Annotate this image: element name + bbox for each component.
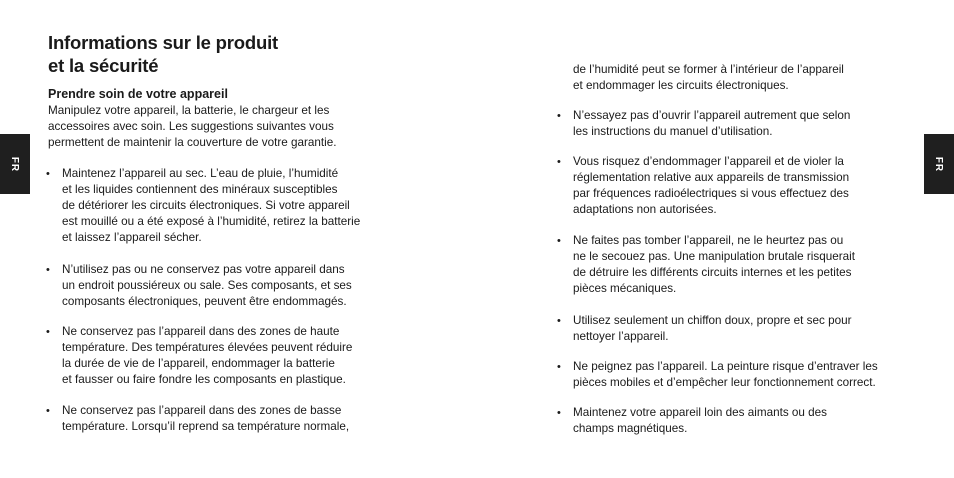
page-title-line-2: et la sécurité bbox=[48, 55, 159, 76]
bullet-line: et fausser ou faire fondre les composants en plastique. bbox=[62, 373, 346, 386]
bullet-line: et les liquides contiennent des minéraux susceptibles bbox=[62, 183, 338, 196]
bullet-line: Ne conservez pas l’appareil dans des zones de haute bbox=[62, 325, 340, 338]
bullet-line: par fréquences radioélectriques si vous effectuez des bbox=[573, 187, 849, 200]
bullet-dot: • bbox=[557, 156, 561, 168]
bullet-line: Ne peignez pas l’appareil. La peinture risque d’entraver les bbox=[573, 360, 878, 373]
bullet-dot: • bbox=[46, 168, 50, 180]
page-title-line-1: Informations sur le produit bbox=[48, 32, 278, 53]
continuation-line: de l’humidité peut se former à l’intérieur de l’appareil bbox=[573, 63, 844, 76]
section-heading: Prendre soin de votre appareil bbox=[48, 87, 228, 101]
bullet-dot: • bbox=[557, 110, 561, 122]
bullet-line: les instructions du manuel d’utilisation. bbox=[573, 125, 773, 138]
language-tab-left bbox=[0, 134, 30, 194]
language-tab-right bbox=[924, 134, 954, 194]
bullet-dot: • bbox=[557, 407, 561, 419]
bullet-line: Utilisez seulement un chiffon doux, propre et sec pour bbox=[573, 314, 852, 327]
right-bullet-6 bbox=[557, 405, 828, 437]
left-bullet-2 bbox=[46, 262, 352, 310]
bullet-line: champs magnétiques. bbox=[573, 422, 688, 435]
right-bullet-2 bbox=[557, 154, 850, 218]
bullet-dot: • bbox=[46, 264, 50, 276]
bullet-line: Maintenez votre appareil loin des aimants ou des bbox=[573, 406, 828, 419]
continuation-line: et endommager les circuits électroniques. bbox=[573, 79, 789, 92]
bullet-line: un endroit poussiéreux ou sale. Ses composants, et ses bbox=[62, 279, 352, 292]
bullet-line: Ne conservez pas l’appareil dans des zones de basse bbox=[62, 404, 342, 417]
right-bullet-1 bbox=[557, 108, 851, 140]
bullet-line: composants électroniques, peuvent être endommagés. bbox=[62, 295, 347, 308]
bullet-line: température. Des températures élevées peuvent réduire bbox=[62, 341, 353, 354]
bullet-line: réglementation relative aux appareils de transmission bbox=[573, 171, 850, 184]
bullet-line: N’utilisez pas ou ne conservez pas votre appareil dans bbox=[62, 263, 345, 276]
right-continuation bbox=[573, 62, 844, 94]
bullet-line: nettoyer l’appareil. bbox=[573, 330, 669, 343]
page-title bbox=[48, 31, 278, 77]
bullet-line: est mouillé ou a été exposé à l’humidité, retirez la batterie bbox=[62, 215, 361, 228]
bullet-dot: • bbox=[557, 315, 561, 327]
right-bullet-4 bbox=[557, 313, 852, 345]
language-tab-left-label: FR bbox=[9, 156, 21, 172]
language-tab-right-label: FR bbox=[933, 156, 945, 172]
bullet-line: pièces mobiles et d’empêcher leur fonctionnement correct. bbox=[573, 376, 876, 389]
bullet-line: et laissez l’appareil sécher. bbox=[62, 231, 202, 244]
bullet-dot: • bbox=[46, 326, 50, 338]
intro-paragraph bbox=[48, 103, 336, 151]
intro-line: accessoires avec soin. Les suggestions suivantes vous bbox=[48, 120, 334, 133]
bullet-line: de détériorer les circuits électroniques. Si votre appareil bbox=[62, 199, 350, 212]
bullet-dot: • bbox=[557, 235, 561, 247]
bullet-line: ne le secouez pas. Une manipulation brutale risquerait bbox=[573, 250, 855, 263]
bullet-line: pièces mécaniques. bbox=[573, 282, 677, 295]
intro-line: permettent de maintenir la couverture de votre garantie. bbox=[48, 136, 337, 149]
bullet-line: température. Lorsqu’il reprend sa température normale, bbox=[62, 420, 350, 433]
left-bullet-4 bbox=[46, 403, 350, 435]
bullet-line: Vous risquez d’endommager l’appareil et de violer la bbox=[573, 155, 844, 168]
left-bullet-3 bbox=[46, 324, 353, 388]
bullet-dot: • bbox=[46, 405, 50, 417]
bullet-line: la durée de vie de l’appareil, endommager la batterie bbox=[62, 357, 335, 370]
bullet-line: Maintenez l’appareil au sec. L’eau de pluie, l’humidité bbox=[62, 167, 339, 180]
bullet-line: Ne faites pas tomber l’appareil, ne le heurtez pas ou bbox=[573, 234, 844, 247]
bullet-line: N’essayez pas d’ouvrir l’appareil autrement que selon bbox=[573, 109, 851, 122]
bullet-dot: • bbox=[557, 361, 561, 373]
right-bullet-3 bbox=[557, 233, 855, 297]
bullet-line: adaptations non autorisées. bbox=[573, 203, 717, 216]
right-bullet-5 bbox=[557, 359, 878, 391]
bullet-line: de détruire les différents circuits internes et les petites bbox=[573, 266, 852, 279]
intro-line: Manipulez votre appareil, la batterie, le chargeur et les bbox=[48, 104, 330, 117]
left-bullet-1 bbox=[46, 166, 361, 246]
